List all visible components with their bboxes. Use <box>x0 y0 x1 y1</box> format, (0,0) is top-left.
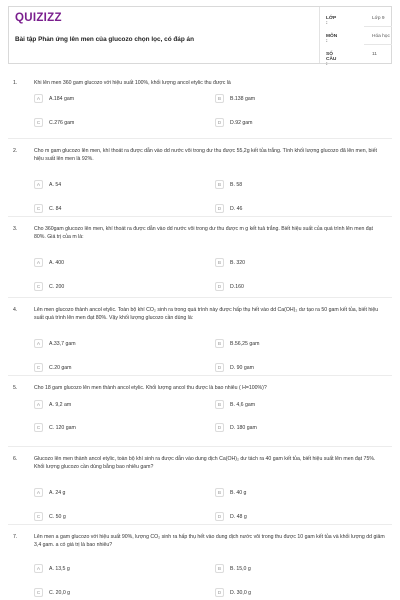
option-letter-badge: B <box>215 258 224 267</box>
option-letter-badge: B <box>215 339 224 348</box>
answer-option[interactable] <box>215 94 385 105</box>
meta-value: Hóa học <box>372 34 390 39</box>
answer-option[interactable] <box>34 94 204 105</box>
option-text: C. 50 g <box>49 513 66 520</box>
question-text: Khi lên men 360 gam glucozo với hiệu suất 100%, khối lượng ancol etylic thu được là <box>34 80 231 86</box>
option-letter-badge: C <box>34 282 43 291</box>
option-letter-badge: C <box>34 423 43 432</box>
option-text: B. 320 <box>230 259 245 266</box>
option-letter-badge: B <box>215 94 224 103</box>
question-divider <box>8 216 392 217</box>
option-letter-badge: C <box>34 512 43 521</box>
option-letter-badge: B <box>215 400 224 409</box>
question-number: 1. <box>13 80 18 86</box>
answer-option[interactable] <box>215 488 385 499</box>
option-text: D. 48 g <box>230 513 247 520</box>
option-letter-badge: D <box>215 204 224 213</box>
worksheet-title: Bài tập Phản ứng lên men của glucozo chọn lọc, có đáp án <box>15 36 194 43</box>
option-letter-badge: D <box>215 423 224 432</box>
option-text: B.138 gam <box>230 95 256 102</box>
answer-option[interactable] <box>34 118 204 129</box>
meta-divider <box>364 26 392 27</box>
answer-option[interactable] <box>34 400 204 411</box>
option-text: A. 13,5 g <box>49 565 70 572</box>
answer-option[interactable] <box>215 363 385 374</box>
option-text: D.92 gam <box>230 119 253 126</box>
option-text: D. 90 gam <box>230 364 254 371</box>
question-number: 6. <box>13 456 18 462</box>
option-letter-badge: D <box>215 118 224 127</box>
answer-option[interactable] <box>215 400 385 411</box>
question-divider <box>8 138 392 139</box>
answer-option[interactable] <box>34 258 204 269</box>
option-text: B. 58 <box>230 181 243 188</box>
meta-key: SỐ CÂU : <box>326 52 337 67</box>
answer-option[interactable] <box>215 512 385 523</box>
option-letter-badge: B <box>215 564 224 573</box>
answer-option[interactable] <box>215 423 385 434</box>
answer-option[interactable] <box>215 282 385 293</box>
question-text: Cho 18 gam glucozo lên men thành ancol etylic. Khối lượng ancol thu được là bao nhiêu ( H=100%)? <box>34 385 267 391</box>
worksheet-header <box>8 6 392 67</box>
answer-option[interactable] <box>215 204 385 215</box>
option-letter-badge: A <box>34 94 43 103</box>
answer-option[interactable] <box>215 339 385 350</box>
quizizz-logo: QUIZIZZ <box>15 12 62 24</box>
question-number: 3. <box>13 226 18 232</box>
option-letter-badge: A <box>34 339 43 348</box>
question-text: Cho 360gam glucozo lên men, khí thoát ra được dẫn vào dd nước vôi trong dư thu được m g kết tuả trắng. Biết hiệu suất của quá trình lên men đạt 80%. Giá trị của m là: <box>34 226 373 240</box>
meta-key: MÔN : <box>326 34 338 44</box>
answer-option[interactable] <box>34 204 204 215</box>
answer-option[interactable] <box>34 423 204 434</box>
answer-option[interactable] <box>215 588 385 599</box>
option-text: A.184 gam <box>49 95 75 102</box>
option-text: B.56,25 gam <box>230 340 260 347</box>
option-text: C.276 gam <box>49 119 75 126</box>
question-divider <box>8 375 392 376</box>
answer-option[interactable] <box>215 564 385 575</box>
option-text: C. 84 <box>49 205 62 212</box>
option-letter-badge: C <box>34 118 43 127</box>
option-text: B. 15,0 g <box>230 565 251 572</box>
option-text: B. 4,6 gam <box>230 401 256 408</box>
option-letter-badge: B <box>215 488 224 497</box>
option-letter-badge: B <box>215 180 224 189</box>
answer-option[interactable] <box>34 512 204 523</box>
question-text: Cho m gam glucozo lên men, khí thoát ra được dẫn vào dd nước vôi trong dư thu được 55,2g kết tủa trắng. Tính khối lượng glucozo đã lên men, biết hiệu suất lên men là 92%. <box>34 148 377 162</box>
option-letter-badge: C <box>34 363 43 372</box>
question-number: 5. <box>13 385 18 391</box>
answer-option[interactable] <box>34 564 204 575</box>
meta-divider <box>364 44 392 45</box>
option-letter-badge: A <box>34 488 43 497</box>
option-text: D.160 <box>230 283 244 290</box>
option-letter-badge: D <box>215 588 224 597</box>
answer-option[interactable] <box>34 363 204 374</box>
option-letter-badge: A <box>34 564 43 573</box>
option-text: C. 120 gam <box>49 424 76 431</box>
worksheet-meta <box>319 7 394 67</box>
question-text: Lên men a gam glucozo với hiệu suất 90%, lượng CO₂ sinh ra hấp thụ hết vào dung dịch nước vôi trong thu được 10 gam kết tủa và khối lượng dd giảm 3,4 gam. a có giá trị là bao nhiêu? <box>34 534 385 548</box>
option-text: A.33,7 gam <box>49 340 76 347</box>
question-divider <box>8 297 392 298</box>
meta-value: 11 <box>372 52 377 57</box>
meta-value: Lớp 9 <box>372 16 385 21</box>
option-text: A. 54 <box>49 181 62 188</box>
option-text: C. 200 <box>49 283 65 290</box>
question-number: 7. <box>13 534 18 540</box>
meta-key: LỚP : <box>326 16 337 26</box>
answer-option[interactable] <box>215 180 385 191</box>
answer-option[interactable] <box>215 118 385 129</box>
option-letter-badge: D <box>215 363 224 372</box>
option-text: C.20 gam <box>49 364 72 371</box>
option-letter-badge: A <box>34 180 43 189</box>
answer-option[interactable] <box>215 258 385 269</box>
question-divider <box>8 446 392 447</box>
option-text: D. 46 <box>230 205 243 212</box>
option-text: A. 400 <box>49 259 64 266</box>
option-letter-badge: D <box>215 512 224 521</box>
answer-option[interactable] <box>34 339 204 350</box>
answer-option[interactable] <box>34 488 204 499</box>
option-text: B. 40 g <box>230 489 247 496</box>
option-letter-badge: A <box>34 400 43 409</box>
option-letter-badge: D <box>215 282 224 291</box>
question-text: Glucozo lên men thành ancol etylic, toàn bộ khí sinh ra được dẫn vào dung dịch Ca(OH)₂ dư tách ra 40 gam kết tủa, biết hiệu suất lên men đạt 75%. Khối lượng glucozo cần dùng bằng bao nhiêu gam? <box>34 456 376 470</box>
answer-option[interactable] <box>34 282 204 293</box>
option-text: D. 180 gam <box>230 424 257 431</box>
question-number: 4. <box>13 307 18 313</box>
option-text: A. 24 g <box>49 489 66 496</box>
question-divider <box>8 524 392 525</box>
question-text: Lên men glucozo thành ancol etylic. Toàn bộ khí CO₂ sinh ra trong quá trình này được hấp thụ hết vào dd Ca(OH)₂ dư tạo ra 50 gam kết tủa, biết hiệu suất quá trình lên men đạt 80%. Vậy khối lượng glucozo cần dùng là: <box>34 307 379 321</box>
option-text: A. 9,2 am <box>49 401 72 408</box>
question-number: 2. <box>13 148 18 154</box>
option-letter-badge: C <box>34 204 43 213</box>
option-letter-badge: C <box>34 588 43 597</box>
answer-option[interactable] <box>34 588 204 599</box>
option-text: D. 30,0 g <box>230 589 252 596</box>
option-text: C. 20,0 g <box>49 589 71 596</box>
option-letter-badge: A <box>34 258 43 267</box>
answer-option[interactable] <box>34 180 204 191</box>
